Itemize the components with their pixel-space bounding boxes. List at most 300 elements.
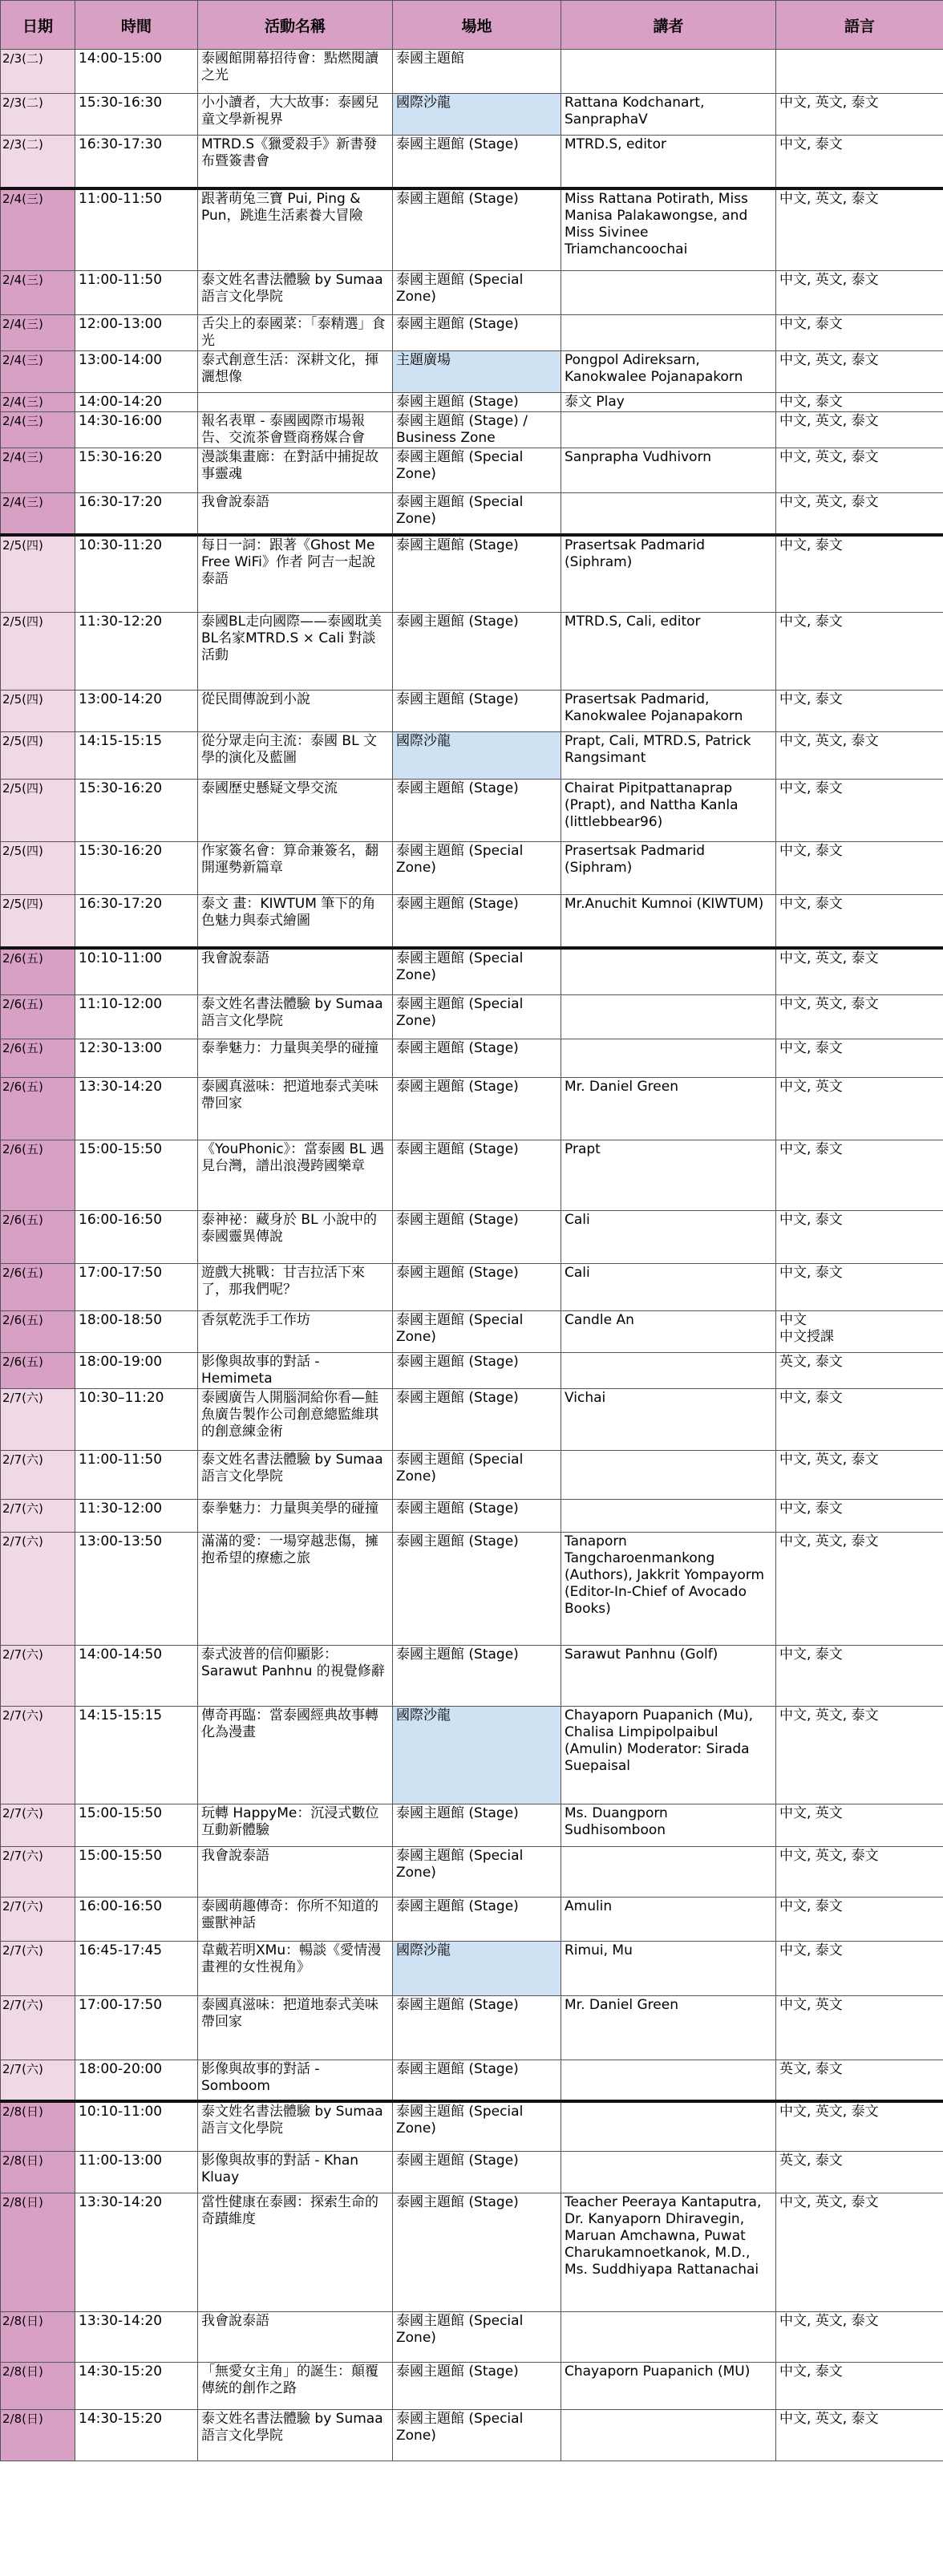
language-cell: 中文, 泰文 bbox=[776, 691, 943, 732]
date-cell: 2/7(六) bbox=[1, 1898, 75, 1942]
venue-cell: 泰國主題館 (Stage) bbox=[393, 1500, 561, 1533]
activity-cell: 泰國真滋味：把道地泰式美味帶回家 bbox=[198, 1996, 393, 2060]
time-cell: 13:00-13:50 bbox=[75, 1533, 198, 1646]
date-cell: 2/8(日) bbox=[1, 2363, 75, 2410]
time-cell: 11:00-11:50 bbox=[75, 1451, 198, 1500]
language-cell: 中文, 英文, 泰文 bbox=[776, 1533, 943, 1646]
activity-cell: 當性健康在泰國：探索生命的奇蹟維度 bbox=[198, 2193, 393, 2312]
language-cell: 中文, 英文, 泰文 bbox=[776, 995, 943, 1039]
time-cell: 14:00-14:50 bbox=[75, 1646, 198, 1707]
time-cell: 15:30-16:30 bbox=[75, 94, 198, 136]
language-cell: 英文, 泰文 bbox=[776, 1353, 943, 1389]
venue-cell: 泰國主題館 (Stage) bbox=[393, 136, 561, 188]
activity-cell: 泰文姓名書法體驗 by Sumaa 語言文化學院 bbox=[198, 2410, 393, 2461]
venue-cell: 泰國主題館 (Stage) bbox=[393, 1211, 561, 1264]
venue-cell: 泰國主題館 (Stage) bbox=[393, 1140, 561, 1211]
time-cell: 11:10-12:00 bbox=[75, 995, 198, 1039]
speaker-cell bbox=[561, 1451, 776, 1500]
venue-cell: 泰國主題館 (Stage) bbox=[393, 2152, 561, 2193]
date-cell: 2/7(六) bbox=[1, 1500, 75, 1533]
table-row bbox=[1, 1847, 943, 1898]
speaker-cell: Rimui, Mu bbox=[561, 1942, 776, 1996]
venue-cell: 泰國主題館 (Stage) bbox=[393, 1078, 561, 1140]
date-cell: 2/7(六) bbox=[1, 1847, 75, 1898]
table-row bbox=[1, 732, 943, 780]
venue-cell: 泰國主題館 bbox=[393, 50, 561, 94]
header-date: 日期 bbox=[1, 1, 75, 50]
activity-cell: 泰國萌趣傳奇：你所不知道的靈獸神話 bbox=[198, 1898, 393, 1942]
table-row bbox=[1, 1996, 943, 2060]
venue-cell: 泰國主題館 (Stage) bbox=[393, 613, 561, 691]
speaker-cell: Miss Rattana Potirath, Miss Manisa Palakawongse, and Miss Sivinee Triamchancoochai bbox=[561, 188, 776, 271]
time-cell: 15:30-16:20 bbox=[75, 780, 198, 842]
header-speaker: 講者 bbox=[561, 1, 776, 50]
date-cell: 2/8(日) bbox=[1, 2101, 75, 2152]
table-row bbox=[1, 1707, 943, 1804]
speaker-cell: Mr.Anuchit Kumnoi (KIWTUM) bbox=[561, 895, 776, 948]
activity-cell: 漫談集畫廊：在對話中捕捉故事靈魂 bbox=[198, 448, 393, 493]
activity-cell bbox=[198, 393, 393, 412]
header-language: 語言 bbox=[776, 1, 943, 50]
language-cell: 中文, 英文, 泰文 bbox=[776, 94, 943, 136]
speaker-cell bbox=[561, 2060, 776, 2101]
table-row bbox=[1, 691, 943, 732]
table-row bbox=[1, 2101, 943, 2152]
speaker-cell: Sarawut Panhnu (Golf) bbox=[561, 1646, 776, 1707]
speaker-cell bbox=[561, 948, 776, 995]
language-cell: 中文, 泰文 bbox=[776, 1942, 943, 1996]
speaker-cell bbox=[561, 315, 776, 351]
language-cell: 中文, 英文, 泰文 bbox=[776, 1707, 943, 1804]
speaker-cell: Tanaporn Tangcharoenmankong (Authors), Jakkrit Yompayorm (Editor-In-Chief of Avocado Books) bbox=[561, 1533, 776, 1646]
table-row bbox=[1, 895, 943, 948]
venue-cell: 泰國主題館 (Stage) bbox=[393, 1353, 561, 1389]
activity-cell: 我會說泰語 bbox=[198, 493, 393, 535]
table-row bbox=[1, 842, 943, 895]
activity-cell: 從分眾走向主流：泰國 BL 文學的演化及藍圖 bbox=[198, 732, 393, 780]
venue-cell: 泰國主題館 (Special Zone) bbox=[393, 448, 561, 493]
date-cell: 2/5(四) bbox=[1, 535, 75, 613]
activity-cell: 玩轉 HappyMe：沉浸式數位互動新體驗 bbox=[198, 1804, 393, 1847]
date-cell: 2/3(二) bbox=[1, 50, 75, 94]
date-cell: 2/6(五) bbox=[1, 1039, 75, 1078]
date-cell: 2/7(六) bbox=[1, 1707, 75, 1804]
language-cell: 中文, 英文, 泰文 bbox=[776, 271, 943, 315]
venue-cell: 泰國主題館 (Special Zone) bbox=[393, 2312, 561, 2363]
language-cell: 中文, 泰文 bbox=[776, 780, 943, 842]
date-cell: 2/4(三) bbox=[1, 188, 75, 271]
speaker-cell: MTRD.S, editor bbox=[561, 136, 776, 188]
table-row bbox=[1, 1311, 943, 1353]
table-row bbox=[1, 94, 943, 136]
time-cell: 14:30-16:00 bbox=[75, 412, 198, 448]
activity-cell: 泰文姓名書法體驗 by Sumaa 語言文化學院 bbox=[198, 1451, 393, 1500]
table-row bbox=[1, 188, 943, 271]
activity-cell: 滿滿的愛：一場穿越悲傷，擁抱希望的療癒之旅 bbox=[198, 1533, 393, 1646]
venue-cell: 泰國主題館 (Special Zone) bbox=[393, 493, 561, 535]
venue-cell: 主題廣場 bbox=[393, 351, 561, 393]
time-cell: 13:30-14:20 bbox=[75, 2312, 198, 2363]
time-cell: 16:00-16:50 bbox=[75, 1898, 198, 1942]
speaker-cell: Prapt bbox=[561, 1140, 776, 1211]
speaker-cell bbox=[561, 1500, 776, 1533]
language-cell: 中文, 泰文 bbox=[776, 613, 943, 691]
table-row bbox=[1, 1804, 943, 1847]
speaker-cell: MTRD.S, Cali, editor bbox=[561, 613, 776, 691]
activity-cell: 每日一詞：跟著《Ghost Me Free WiFi》作者 阿吉一起說泰語 bbox=[198, 535, 393, 613]
time-cell: 18:00-19:00 bbox=[75, 1353, 198, 1389]
date-cell: 2/6(五) bbox=[1, 1264, 75, 1311]
date-cell: 2/7(六) bbox=[1, 1804, 75, 1847]
venue-cell: 泰國主題館 (Stage) bbox=[393, 2363, 561, 2410]
language-cell: 中文, 英文, 泰文 bbox=[776, 2312, 943, 2363]
date-cell: 2/3(二) bbox=[1, 136, 75, 188]
speaker-cell: Mr. Daniel Green bbox=[561, 1996, 776, 2060]
language-cell: 中文, 泰文 bbox=[776, 535, 943, 613]
activity-cell: MTRD.S《獵愛殺手》新書發布暨簽書會 bbox=[198, 136, 393, 188]
speaker-cell bbox=[561, 2152, 776, 2193]
table-row bbox=[1, 393, 943, 412]
venue-cell: 國際沙龍 bbox=[393, 732, 561, 780]
time-cell: 18:00-18:50 bbox=[75, 1311, 198, 1353]
time-cell: 10:10-11:00 bbox=[75, 2101, 198, 2152]
time-cell: 10:30-11:20 bbox=[75, 535, 198, 613]
venue-cell: 泰國主題館 (Special Zone) bbox=[393, 842, 561, 895]
table-row bbox=[1, 613, 943, 691]
speaker-cell: Cali bbox=[561, 1211, 776, 1264]
time-cell: 14:00-15:00 bbox=[75, 50, 198, 94]
speaker-cell: Prasertsak Padmarid (Siphram) bbox=[561, 842, 776, 895]
language-cell: 中文, 英文, 泰文 bbox=[776, 2101, 943, 2152]
table-row bbox=[1, 1942, 943, 1996]
time-cell: 14:15-15:15 bbox=[75, 1707, 198, 1804]
activity-cell: 泰文姓名書法體驗 by Sumaa 語言文化學院 bbox=[198, 2101, 393, 2152]
venue-cell: 泰國主題館 (Stage) bbox=[393, 1996, 561, 2060]
header-time: 時間 bbox=[75, 1, 198, 50]
date-cell: 2/5(四) bbox=[1, 691, 75, 732]
date-cell: 2/7(六) bbox=[1, 1942, 75, 1996]
table-row bbox=[1, 1078, 943, 1140]
table-row bbox=[1, 995, 943, 1039]
time-cell: 14:30-15:20 bbox=[75, 2363, 198, 2410]
venue-cell: 泰國主題館 (Special Zone) bbox=[393, 271, 561, 315]
time-cell: 11:30-12:00 bbox=[75, 1500, 198, 1533]
venue-cell: 泰國主題館 (Stage) bbox=[393, 1389, 561, 1451]
language-cell: 中文, 泰文 bbox=[776, 1898, 943, 1942]
language-cell: 中文, 英文 bbox=[776, 1804, 943, 1847]
language-cell: 中文, 英文, 泰文 bbox=[776, 493, 943, 535]
activity-cell: 我會說泰語 bbox=[198, 1847, 393, 1898]
speaker-cell bbox=[561, 1039, 776, 1078]
venue-cell: 泰國主題館 (Special Zone) bbox=[393, 2101, 561, 2152]
language-cell: 中文, 泰文 bbox=[776, 895, 943, 948]
activity-cell: 泰文 畫：KIWTUM 筆下的角色魅力與泰式繪圖 bbox=[198, 895, 393, 948]
time-cell: 11:30-12:20 bbox=[75, 613, 198, 691]
table-row bbox=[1, 2410, 943, 2461]
venue-cell: 泰國主題館 (Stage) bbox=[393, 393, 561, 412]
date-cell: 2/7(六) bbox=[1, 1646, 75, 1707]
time-cell: 15:30-16:20 bbox=[75, 448, 198, 493]
table-row bbox=[1, 2363, 943, 2410]
time-cell: 17:00-17:50 bbox=[75, 1264, 198, 1311]
date-cell: 2/7(六) bbox=[1, 1389, 75, 1451]
table-row bbox=[1, 1264, 943, 1311]
speaker-cell: Mr. Daniel Green bbox=[561, 1078, 776, 1140]
date-cell: 2/6(五) bbox=[1, 1311, 75, 1353]
activity-cell: 泰國歷史懸疑文學交流 bbox=[198, 780, 393, 842]
venue-cell: 泰國主題館 (Stage) bbox=[393, 1264, 561, 1311]
activity-cell: 泰式創意生活：深耕文化，揮灑想像 bbox=[198, 351, 393, 393]
date-cell: 2/6(五) bbox=[1, 1140, 75, 1211]
speaker-cell bbox=[561, 50, 776, 94]
date-cell: 2/4(三) bbox=[1, 315, 75, 351]
venue-cell: 泰國主題館 (Special Zone) bbox=[393, 1847, 561, 1898]
language-cell: 中文, 英文 bbox=[776, 1078, 943, 1140]
speaker-cell: Amulin bbox=[561, 1898, 776, 1942]
date-cell: 2/4(三) bbox=[1, 493, 75, 535]
speaker-cell: 泰文 Play bbox=[561, 393, 776, 412]
date-cell: 2/8(日) bbox=[1, 2152, 75, 2193]
table-row bbox=[1, 271, 943, 315]
activity-cell: 影像與故事的對話 - Somboom bbox=[198, 2060, 393, 2101]
venue-cell: 泰國主題館 (Stage) bbox=[393, 895, 561, 948]
date-cell: 2/6(五) bbox=[1, 948, 75, 995]
language-cell bbox=[776, 50, 943, 94]
venue-cell: 泰國主題館 (Stage) bbox=[393, 1646, 561, 1707]
speaker-cell bbox=[561, 995, 776, 1039]
venue-cell: 泰國主題館 (Stage) bbox=[393, 1039, 561, 1078]
speaker-cell: Prapt, Cali, MTRD.S, Patrick Rangsimant bbox=[561, 732, 776, 780]
table-row bbox=[1, 1389, 943, 1451]
language-cell: 中文, 泰文 bbox=[776, 842, 943, 895]
time-cell: 15:30-16:20 bbox=[75, 842, 198, 895]
date-cell: 2/7(六) bbox=[1, 2060, 75, 2101]
language-cell: 中文, 英文, 泰文 bbox=[776, 732, 943, 780]
venue-cell: 泰國主題館 (Stage) bbox=[393, 535, 561, 613]
time-cell: 10:10-11:00 bbox=[75, 948, 198, 995]
time-cell: 10:30–11:20 bbox=[75, 1389, 198, 1451]
time-cell: 11:00-11:50 bbox=[75, 271, 198, 315]
activity-cell: 我會說泰語 bbox=[198, 948, 393, 995]
speaker-cell bbox=[561, 2410, 776, 2461]
time-cell: 15:00-15:50 bbox=[75, 1847, 198, 1898]
speaker-cell: Vichai bbox=[561, 1389, 776, 1451]
venue-cell: 泰國主題館 (Stage) bbox=[393, 188, 561, 271]
date-cell: 2/5(四) bbox=[1, 842, 75, 895]
table-row bbox=[1, 1533, 943, 1646]
speaker-cell: Cali bbox=[561, 1264, 776, 1311]
venue-cell: 泰國主題館 (Stage) bbox=[393, 780, 561, 842]
speaker-cell: Prasertsak Padmarid, Kanokwalee Pojanapakorn bbox=[561, 691, 776, 732]
header-row bbox=[1, 1, 943, 50]
date-cell: 2/8(日) bbox=[1, 2312, 75, 2363]
time-cell: 11:00-11:50 bbox=[75, 188, 198, 271]
venue-cell: 泰國主題館 (Stage) bbox=[393, 1804, 561, 1847]
language-cell: 英文, 泰文 bbox=[776, 2152, 943, 2193]
activity-cell: 泰文姓名書法體驗 by Sumaa 語言文化學院 bbox=[198, 995, 393, 1039]
venue-cell: 泰國主題館 (Special Zone) bbox=[393, 1451, 561, 1500]
activity-cell: 傳奇再臨：當泰國經典故事轉化為漫畫 bbox=[198, 1707, 393, 1804]
date-cell: 2/4(三) bbox=[1, 448, 75, 493]
venue-cell: 泰國主題館 (Stage) / Business Zone bbox=[393, 412, 561, 448]
activity-cell: 我會說泰語 bbox=[198, 2312, 393, 2363]
table-row bbox=[1, 315, 943, 351]
speaker-cell: Prasertsak Padmarid (Siphram) bbox=[561, 535, 776, 613]
language-line: 中文 bbox=[779, 1312, 807, 1328]
date-cell: 2/8(日) bbox=[1, 2410, 75, 2461]
time-cell: 14:15-15:15 bbox=[75, 732, 198, 780]
date-cell: 2/7(六) bbox=[1, 1451, 75, 1500]
speaker-cell bbox=[561, 493, 776, 535]
activity-cell: 「無愛女主角」的誕生：顛覆傳統的創作之路 bbox=[198, 2363, 393, 2410]
table-row bbox=[1, 493, 943, 535]
venue-cell: 國際沙龍 bbox=[393, 1707, 561, 1804]
table-row bbox=[1, 2312, 943, 2363]
venue-cell: 國際沙龍 bbox=[393, 94, 561, 136]
time-cell: 13:30-14:20 bbox=[75, 1078, 198, 1140]
activity-cell: 泰拳魅力：力量與美學的碰撞 bbox=[198, 1039, 393, 1078]
date-cell: 2/6(五) bbox=[1, 1211, 75, 1264]
time-cell: 17:00-17:50 bbox=[75, 1996, 198, 2060]
language-cell: 中文, 泰文 bbox=[776, 1646, 943, 1707]
date-cell: 2/4(三) bbox=[1, 393, 75, 412]
date-cell: 2/3(二) bbox=[1, 94, 75, 136]
activity-cell: 泰國廣告人開腦洞給你看—鮭魚廣告製作公司創意總監維琪的創意練金術 bbox=[198, 1389, 393, 1451]
speaker-cell bbox=[561, 1353, 776, 1389]
activity-cell: 小小讀者，大大故事：泰國兒童文學新視界 bbox=[198, 94, 393, 136]
activity-cell: 泰神祕：藏身於 BL 小說中的泰國靈異傳說 bbox=[198, 1211, 393, 1264]
table-row bbox=[1, 448, 943, 493]
speaker-cell bbox=[561, 271, 776, 315]
venue-cell: 泰國主題館 (Stage) bbox=[393, 315, 561, 351]
activity-cell: 泰國館開幕招待會：點燃閱讀之光 bbox=[198, 50, 393, 94]
activity-cell: 舌尖上的泰國菜：「泰精選」食光 bbox=[198, 315, 393, 351]
activity-cell: 遊戲大挑戰：甘吉拉活下來了，那我們呢？ bbox=[198, 1264, 393, 1311]
language-cell: 中文, 英文, 泰文 bbox=[776, 188, 943, 271]
schedule-body bbox=[1, 50, 943, 2461]
speaker-cell bbox=[561, 412, 776, 448]
table-row bbox=[1, 1211, 943, 1264]
speaker-cell: Pongpol Adireksarn, Kanokwalee Pojanapakorn bbox=[561, 351, 776, 393]
activity-cell: 跟著萌兔三寶 Pui, Ping & Pun，跳進生活素養大冒險 bbox=[198, 188, 393, 271]
activity-cell: 從民間傳說到小說 bbox=[198, 691, 393, 732]
language-cell: 中文, 英文, 泰文 bbox=[776, 2410, 943, 2461]
activity-cell: 泰國BL走向國際——泰國耽美BL名家MTRD.S × Cali 對談活動 bbox=[198, 613, 393, 691]
language-cell: 中文, 英文, 泰文 bbox=[776, 2193, 943, 2312]
date-cell: 2/6(五) bbox=[1, 1078, 75, 1140]
language-cell: 中文, 泰文 bbox=[776, 1264, 943, 1311]
language-cell: 中文, 英文, 泰文 bbox=[776, 1847, 943, 1898]
activity-cell: 韋戴若明XMu：暢談《愛情漫畫裡的女性視角》 bbox=[198, 1942, 393, 1996]
time-cell: 15:00-15:50 bbox=[75, 1140, 198, 1211]
table-row bbox=[1, 2060, 943, 2101]
language-cell: 中文, 泰文 bbox=[776, 315, 943, 351]
table-row bbox=[1, 2152, 943, 2193]
time-cell: 12:00-13:00 bbox=[75, 315, 198, 351]
table-row bbox=[1, 535, 943, 613]
time-cell: 14:00-14:20 bbox=[75, 393, 198, 412]
activity-cell: 影像與故事的對話 - Khan Kluay bbox=[198, 2152, 393, 2193]
language-cell: 中文, 泰文 bbox=[776, 393, 943, 412]
activity-cell: 作家簽名會：算命兼簽名，翻開運勢新篇章 bbox=[198, 842, 393, 895]
time-cell: 14:30-15:20 bbox=[75, 2410, 198, 2461]
table-row bbox=[1, 412, 943, 448]
language-cell: 中文, 泰文 bbox=[776, 1500, 943, 1533]
activity-cell: 《YouPhonic》：當泰國 BL 遇見台灣，譜出浪漫跨國樂章 bbox=[198, 1140, 393, 1211]
venue-cell: 泰國主題館 (Stage) bbox=[393, 2060, 561, 2101]
language-cell: 中文, 泰文 bbox=[776, 1039, 943, 1078]
date-cell: 2/7(六) bbox=[1, 1533, 75, 1646]
header-activity: 活動名稱 bbox=[198, 1, 393, 50]
language-cell: 中文, 英文, 泰文 bbox=[776, 412, 943, 448]
activity-cell: 泰文姓名書法體驗 by Sumaa 語言文化學院 bbox=[198, 271, 393, 315]
activity-cell: 香氛乾洗手工作坊 bbox=[198, 1311, 393, 1353]
language-line: 中文授課 bbox=[779, 1329, 834, 1345]
date-cell: 2/5(四) bbox=[1, 780, 75, 842]
language-cell: 中文, 英文, 泰文 bbox=[776, 1451, 943, 1500]
time-cell: 12:30-13:00 bbox=[75, 1039, 198, 1078]
table-row bbox=[1, 1500, 943, 1533]
venue-cell: 泰國主題館 (Stage) bbox=[393, 2193, 561, 2312]
date-cell: 2/6(五) bbox=[1, 995, 75, 1039]
language-cell: 中文, 泰文 bbox=[776, 2363, 943, 2410]
header-venue: 場地 bbox=[393, 1, 561, 50]
date-cell: 2/6(五) bbox=[1, 1353, 75, 1389]
table-row bbox=[1, 2193, 943, 2312]
date-cell: 2/8(日) bbox=[1, 2193, 75, 2312]
language-cell bbox=[776, 1311, 943, 1353]
time-cell: 13:00-14:00 bbox=[75, 351, 198, 393]
time-cell: 13:00-14:20 bbox=[75, 691, 198, 732]
date-cell: 2/4(三) bbox=[1, 412, 75, 448]
speaker-cell: Rattana Kodchanart, SanpraphaV bbox=[561, 94, 776, 136]
language-cell: 中文, 英文, 泰文 bbox=[776, 351, 943, 393]
speaker-cell: Chayaporn Puapanich (Mu), Chalisa Limpipolpaibul (Amulin) Moderator: Sirada Suepaisal bbox=[561, 1707, 776, 1804]
date-cell: 2/5(四) bbox=[1, 895, 75, 948]
language-cell: 中文, 泰文 bbox=[776, 1140, 943, 1211]
date-cell: 2/5(四) bbox=[1, 732, 75, 780]
speaker-cell: Sanprapha Vudhivorn bbox=[561, 448, 776, 493]
time-cell: 18:00-20:00 bbox=[75, 2060, 198, 2101]
table-row bbox=[1, 780, 943, 842]
activity-cell: 泰拳魅力：力量與美學的碰撞 bbox=[198, 1500, 393, 1533]
language-cell: 中文, 泰文 bbox=[776, 136, 943, 188]
table-row bbox=[1, 50, 943, 94]
activity-cell: 影像與故事的對話 - Hemimeta bbox=[198, 1353, 393, 1389]
time-cell: 16:45-17:45 bbox=[75, 1942, 198, 1996]
time-cell: 16:00-16:50 bbox=[75, 1211, 198, 1264]
table-row bbox=[1, 1451, 943, 1500]
speaker-cell: Teacher Peeraya Kantaputra, Dr. Kanyaporn Dhiravegin, Maruan Amchawna, Puwat Charukamnoetkanok, M.D., Ms. Suddhiyapa Rattanachai bbox=[561, 2193, 776, 2312]
date-cell: 2/4(三) bbox=[1, 351, 75, 393]
time-cell: 16:30-17:20 bbox=[75, 895, 198, 948]
speaker-cell bbox=[561, 2312, 776, 2363]
table-row bbox=[1, 1353, 943, 1389]
venue-cell: 泰國主題館 (Stage) bbox=[393, 691, 561, 732]
time-cell: 13:30-14:20 bbox=[75, 2193, 198, 2312]
table-row bbox=[1, 351, 943, 393]
language-cell: 中文, 英文, 泰文 bbox=[776, 448, 943, 493]
speaker-cell: Chairat Pipitpattanaprap (Prapt), and Nattha Kanla (littlebbear96) bbox=[561, 780, 776, 842]
date-cell: 2/5(四) bbox=[1, 613, 75, 691]
time-cell: 16:30-17:20 bbox=[75, 493, 198, 535]
date-cell: 2/7(六) bbox=[1, 1996, 75, 2060]
table-row bbox=[1, 948, 943, 995]
date-cell: 2/4(三) bbox=[1, 271, 75, 315]
table-row bbox=[1, 1039, 943, 1078]
language-cell: 英文, 泰文 bbox=[776, 2060, 943, 2101]
language-cell: 中文, 泰文 bbox=[776, 1389, 943, 1451]
